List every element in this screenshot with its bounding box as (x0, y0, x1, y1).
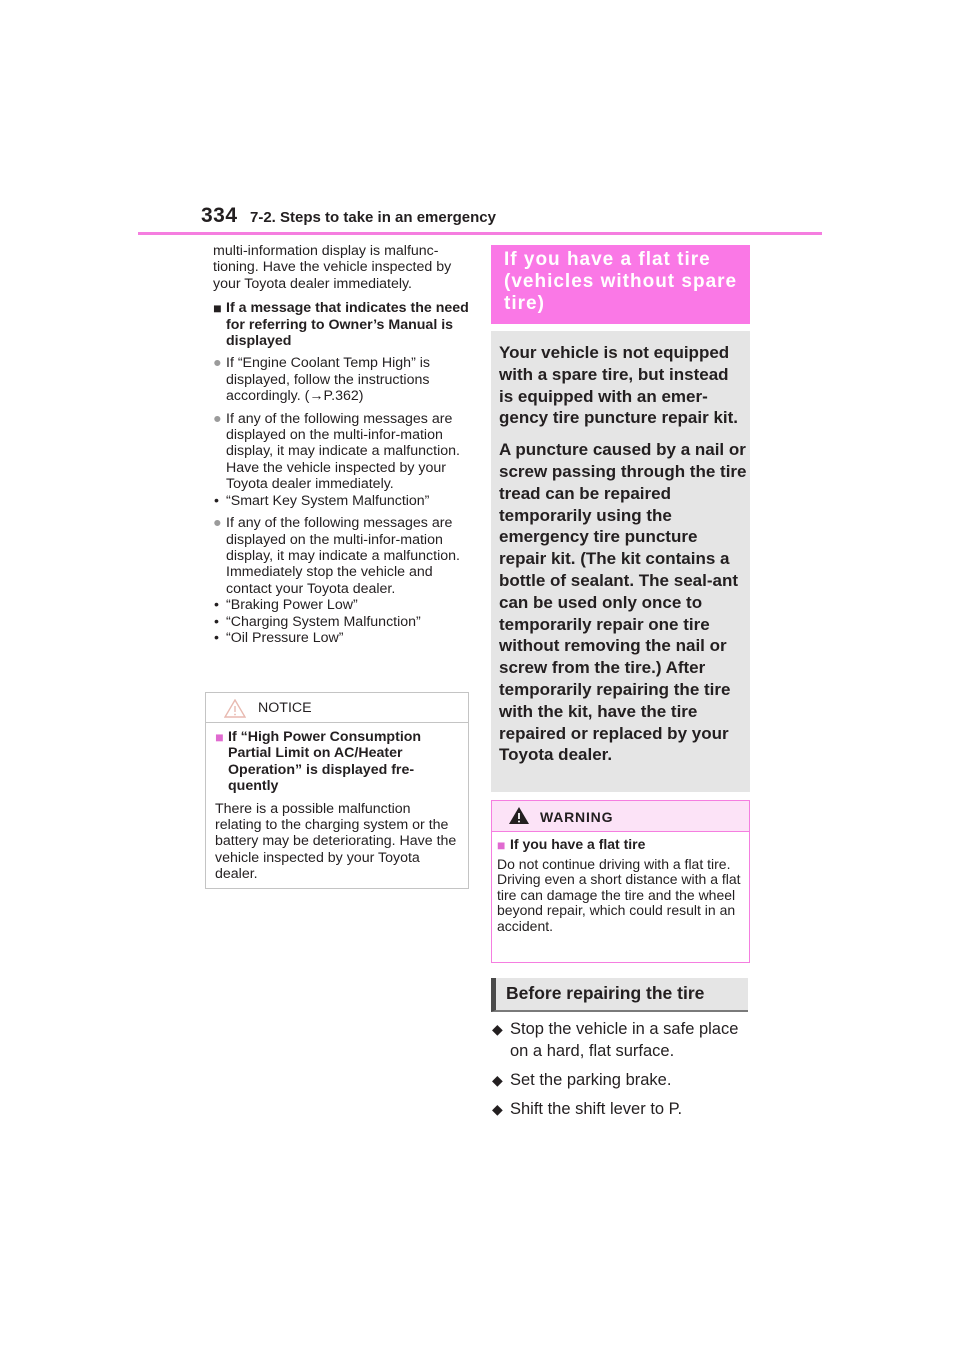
square-bullet-icon: ■ (497, 837, 506, 853)
left-column (213, 243, 471, 646)
notice-body (206, 723, 468, 883)
page-number: 334 (201, 204, 238, 227)
bullet-text: If any of the following messages are displayed on the multi-infor-mation display, it may indicate a malfunction. Immediately stop the vehicle and contact your Toyota dealer. (226, 515, 460, 597)
dash-item (213, 630, 471, 646)
notice-subheading-text: If “High Power Consumption Partial Limit on AC/Heater Operation” is displayed fre-quently (228, 729, 422, 795)
dash-item (213, 597, 471, 613)
warning-text: Do not continue driving with a flat tire. (497, 855, 731, 872)
circle-bullet-icon: ● (213, 355, 222, 372)
diamond-bullet-icon: ◆ (492, 1072, 503, 1088)
square-bullet-icon: ■ (213, 301, 222, 318)
before-repair-heading-box (491, 978, 748, 1012)
notice-text: There is a possible malfunction relating to the charging system or the battery may be deteriorating. Have the vehicle inspected by your Toyota dealer. (215, 800, 457, 883)
step-item (492, 1069, 750, 1091)
dash-item (213, 614, 471, 630)
section-title: 7-2. Steps to take in an emergency (250, 209, 496, 226)
warning-header (492, 801, 749, 832)
bullet-item (213, 355, 471, 404)
summary-paragraph: A puncture caused by a nail or screw passing through the tire tread can be repaired temporarily using the emergency tire puncture repair kit. (The kit contains a bottle of sealant. The seal-ant can be used only once to temporarily repair one tire without removing the nail or screw from the tire.) After temporarily repairing the tire with the kit, have the tire repaired or replaced by your Toyota dealer. (499, 440, 747, 765)
bullet-item (213, 411, 471, 493)
bullet-item (213, 515, 471, 597)
bullet-text: If any of the following messages are displayed on the multi-infor-mation display, it may indicate a malfunction. Have the vehicle inspected by your Toyota dealer immediately. (226, 410, 460, 493)
warning-label: WARNING (540, 809, 614, 825)
diamond-bullet-icon: ◆ (492, 1021, 503, 1037)
intro-text: multi-information display is malfunc-tioning. Have the vehicle inspected by your Toyota dealer immediately. (213, 243, 452, 292)
summary-paragraph: Your vehicle is not equipped with a spare tire, but instead is equipped with an emer-gency tire puncture repair kit. (499, 343, 739, 428)
notice-header (206, 693, 468, 723)
step-item (492, 1018, 750, 1062)
step-text: Stop the vehicle in a safe place on a hard, flat surface. (510, 1020, 739, 1060)
dash-text: “Smart Key System Malfunction” (226, 492, 430, 509)
diamond-bullet-icon: ◆ (492, 1101, 503, 1117)
flat-tire-heading: If you have a flat tire (vehicles without spare tire) (504, 249, 738, 314)
circle-bullet-icon: ● (213, 515, 222, 532)
warning-text: Driving even a short distance with a flat tire can damage the tire and the wheel beyond repair, which could result in an accident. (497, 871, 741, 934)
before-repair-heading: Before repairing the tire (506, 983, 705, 1003)
dash-text: “Oil Pressure Low” (226, 629, 344, 646)
dash-bullet-icon: • (214, 629, 219, 646)
warning-subheading (497, 837, 744, 853)
step-text: Shift the shift lever to P. (510, 1100, 683, 1118)
notice-box (205, 692, 469, 889)
square-bullet-icon: ■ (215, 730, 224, 746)
dash-item (213, 493, 471, 509)
step-list (492, 1018, 750, 1127)
dash-text: “Braking Power Low” (226, 597, 358, 614)
step-item (492, 1098, 750, 1120)
notice-label: NOTICE (258, 700, 312, 716)
subheading-text: If a message that indicates the need for referring to Owner’s Manual is displayed (226, 300, 469, 350)
step-text: Set the parking brake. (510, 1071, 672, 1089)
warning-box (491, 800, 750, 963)
subheading-owners-manual (213, 300, 471, 349)
warning-body (492, 832, 749, 935)
summary-text (499, 342, 747, 776)
flat-tire-summary-box (491, 331, 750, 792)
warning-triangle-icon (508, 806, 530, 825)
caution-triangle-icon (224, 699, 246, 718)
dash-bullet-icon: • (214, 492, 219, 509)
header-rule (138, 232, 822, 235)
notice-subheading (215, 729, 460, 795)
dash-text: “Charging System Malfunction” (226, 613, 421, 630)
warning-subheading-text: If you have a flat tire (510, 836, 646, 852)
circle-bullet-icon: ● (213, 410, 222, 427)
dash-bullet-icon: • (214, 613, 219, 630)
bullet-text: If “Engine Coolant Temp High” is displayed, follow the instructions accordingly. (→P.362) (226, 355, 430, 405)
dash-bullet-icon: • (214, 597, 219, 614)
flat-tire-heading-box (491, 245, 750, 324)
